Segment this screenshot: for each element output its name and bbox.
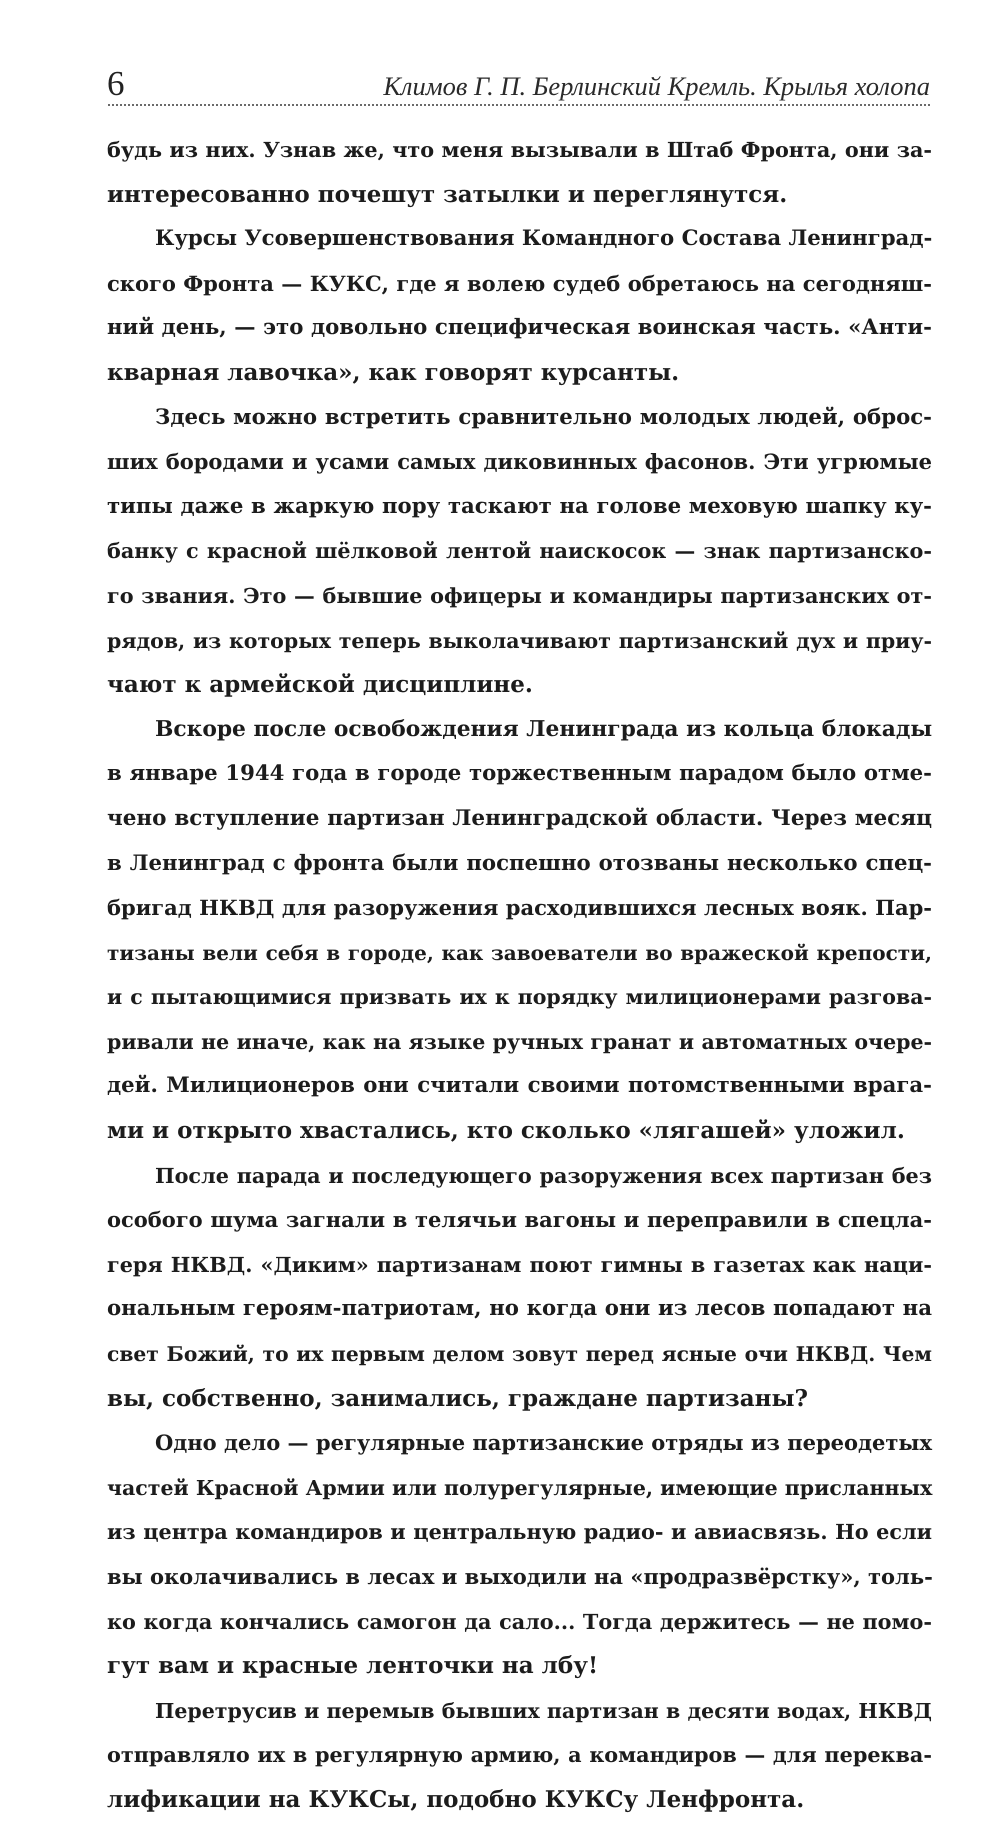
text-line: ний день, — это довольно специфическая воинская часть. «Анти- (107, 315, 932, 341)
text-line: ривали не иначе, как на языке ручных гранат и автоматных очере- (107, 1029, 932, 1054)
text-line: вы, собственно, занимались, граждане партизаны? (107, 1384, 808, 1412)
text-line: ональным героям-патриотам, но когда они из лесов попадают на (107, 1296, 932, 1322)
text-line: лификации на КУКСы, подобно КУКСу Ленфронта. (107, 1785, 805, 1813)
text-line: чено вступление партизан Ленинградской области. Через месяц (107, 805, 932, 831)
text-line: гут вам и красные ленточки на лбу! (107, 1652, 599, 1680)
text-line: вы околачивались в лесах и выходили на «продразвёрстку», толь- (107, 1564, 933, 1589)
paragraph (107, 396, 932, 708)
text-line: кварная лавочка», как говорят курсанты. (107, 358, 680, 386)
text-line: Одно дело — регулярные партизанские отряды из переодетых (155, 1430, 932, 1456)
text-line: Перетрусив и перемыв бывших партизан в десяти водах, НКВД (155, 1698, 932, 1723)
text-line: типы даже в жаркую пору таскают на голове меховую шапку ку- (107, 493, 932, 519)
text-line: геря НКВД. «Диким» партизанам поют гимны в газетах как наци- (107, 1252, 932, 1277)
page-number: 6 (107, 64, 125, 103)
paragraph (107, 217, 932, 395)
text-line: интересованно почешут затылки и переглянутся. (107, 180, 788, 208)
text-line: и с пытающимися призвать их к порядку милиционерами разгова- (107, 985, 932, 1010)
text-line: Курсы Усовершенствования Командного Состава Ленинград- (155, 226, 933, 252)
text-line: го звания. Это — бывшие офицеры и командиры партизанских от- (107, 583, 932, 608)
running-title: Климов Г. П. Берлинский Кремль. Крылья холопа (383, 71, 930, 101)
text-line: ми и открыто хвастались, кто сколько «лягашей» уложил. (107, 1117, 905, 1145)
text-line: частей Красной Армии или полурегулярные, имеющие присланных (107, 1475, 933, 1500)
body-text (107, 128, 932, 1823)
text-line: чают к армейской дисциплине. (107, 671, 533, 699)
text-line: банку с красной шёлковой лентой наискосок — знак партизанско- (107, 539, 932, 564)
text-line: После парада и последующего разоружения всех партизан без (155, 1163, 932, 1188)
paragraph (107, 128, 932, 217)
text-line: из центра командиров и центральную радио- и авиасвязь. Но если (107, 1520, 932, 1545)
text-line: свет Божий, то их первым делом зовут перед ясные очи НКВД. Чем (107, 1342, 932, 1367)
text-line: ского Фронта — КУКС, где я волею судеб обретаюсь на сегодняш- (107, 270, 932, 296)
paragraph (107, 1421, 932, 1689)
text-line: Здесь можно встретить сравнительно молодых людей, оброс- (155, 404, 932, 430)
text-line: дей. Милиционеров они считали своими потомственными врага- (107, 1073, 932, 1099)
text-line: отправляло их в регулярную армию, а командиров — для переква- (107, 1743, 932, 1768)
paragraph (107, 708, 932, 1154)
text-line: ших бородами и усами самых диковинных фасонов. Эти угрюмые (107, 449, 932, 475)
text-line: особого шума загнали в телячьи вагоны и переправили в спецла- (107, 1207, 932, 1233)
text-line: тизаны вели себя в городе, как завоеватели во вражеской крепости, (107, 940, 932, 965)
text-line: в Ленинград с фронта были поспешно отозваны несколько спец- (107, 850, 932, 876)
paragraph (107, 1689, 932, 1823)
page-header (107, 62, 930, 106)
text-line: бригад НКВД для разоружения расходившихся лесных вояк. Пар- (107, 895, 932, 921)
text-line: будь из них. Узнав же, что меня вызывали в Штаб Фронта, они за- (107, 138, 932, 162)
text-line: в январе 1944 года в городе торжественным парадом было отме- (107, 761, 932, 787)
text-line: Вскоре после освобождения Ленинграда из кольца блокады (155, 716, 933, 742)
text-line: рядов, из которых теперь выколачивают партизанский дух и приу- (107, 628, 932, 653)
text-line: ко когда кончались самогон да сало... Тогда держитесь — не помо- (107, 1609, 932, 1634)
header-divider (108, 104, 930, 106)
paragraph (107, 1154, 932, 1422)
